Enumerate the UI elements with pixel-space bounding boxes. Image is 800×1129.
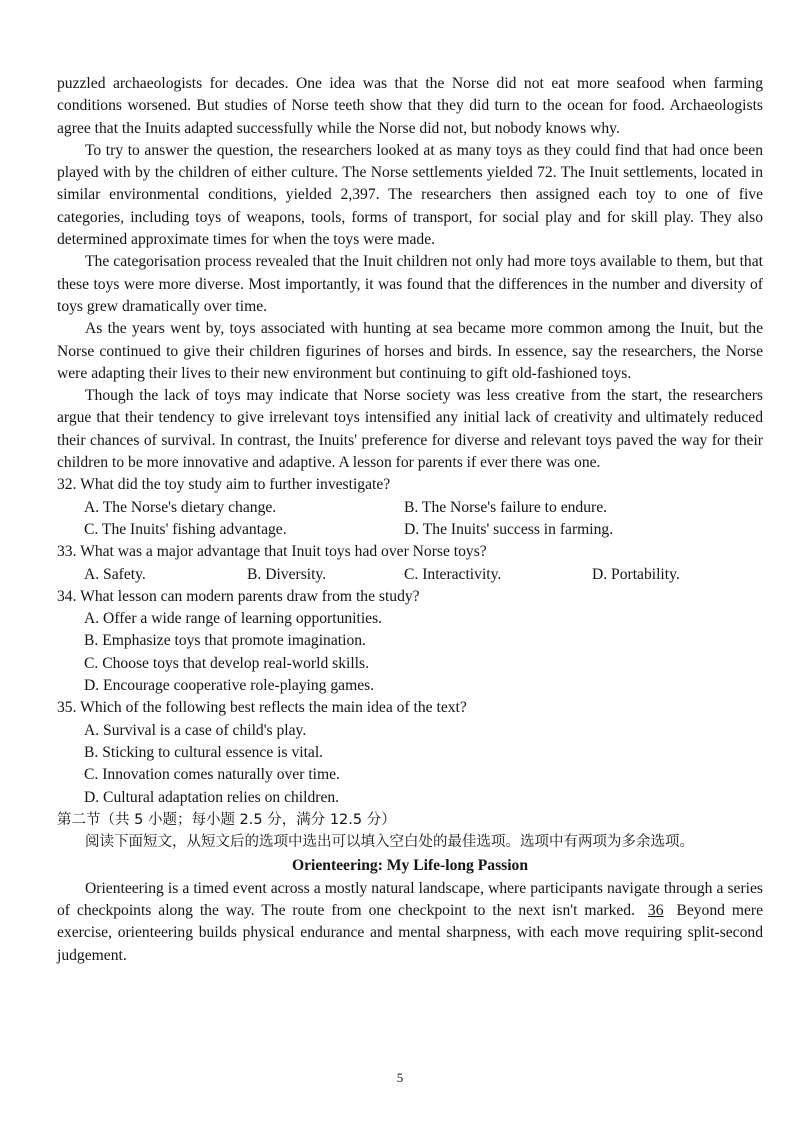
section-header: 第二节（共 5 小题；每小题 2.5 分，满分 12.5 分） <box>57 811 396 828</box>
page-number: 5 <box>396 1070 404 1085</box>
paragraph-text: Beyond mere exercise, orienteering builds physical endurance and mental sharpness, with each move requiring split-second judgement. <box>57 901 764 964</box>
question-34-stem: 34. What lesson can modern parents draw from the study? <box>57 587 420 605</box>
question-33-stem: 33. What was a major advantage that Inuit toys had over Norse toys? <box>57 543 487 561</box>
page-content <box>57 73 763 967</box>
passage-paragraph: Though the lack of toys may indicate that Norse society was less creative from the start, the researchers argue that their tendency to give irrelevant toys intensified any initial lack of creativity and ultimately reduced their chances of survival. In contrast, the Inuits' preference for diverse and relevant toys paved the way for their children to be more innovative and adaptive. A lesson for parents if ever there was one. <box>57 387 763 472</box>
question-32-stem: 32. What did the toy study aim to further investigate? <box>57 476 391 494</box>
blank-36: 36 <box>647 901 664 919</box>
passage-paragraph <box>57 878 763 967</box>
question-32-options-row <box>84 519 763 541</box>
question-33-options-row <box>84 564 763 586</box>
section-instruction: 阅读下面短文，从短文后的选项中选出可以填入空白处的最佳选项。选项中有两项为多余选项。 <box>85 834 694 851</box>
passage-paragraph: The categorisation process revealed that the Inuit children not only had more toys available to them, but that these toys were more diverse. Most importantly, it was found that the differences in the number and diversity of toys grew dramatically over time. <box>57 253 763 315</box>
question-35-option-d: D. Cultural adaptation relies on children. <box>84 788 340 806</box>
question-32-option-c: C. The Inuits' fishing advantage. <box>84 520 287 538</box>
question-33-option-d: D. Portability. <box>592 565 680 583</box>
question-33-option-c: C. Interactivity. <box>404 565 502 583</box>
question-35-option-b: B. Sticking to cultural essence is vital. <box>84 743 324 761</box>
question-34-option-d: D. Encourage cooperative role-playing games. <box>84 677 375 695</box>
question-34-option-b: B. Emphasize toys that promote imagination. <box>84 632 366 650</box>
paragraph-text: Orienteering is a timed event across a mostly natural landscape, where participants navigate through a series of checkpoints along the way. The route from one checkpoint to the next isn't marked. <box>57 879 763 919</box>
question-32-option-d: D. The Inuits' success in farming. <box>404 520 614 538</box>
question-34-option-c: C. Choose toys that develop real-world skills. <box>84 654 369 672</box>
question-32-option-b: B. The Norse's failure to endure. <box>404 498 608 516</box>
question-32-option-a: A. The Norse's dietary change. <box>84 498 277 516</box>
passage-paragraph: As the years went by, toys associated with hunting at sea became more common among the Inuit, but the Norse continued to give their children figurines of horses and birds. In essence, say the researchers, the Norse were adapting their lives to their new environment but continuing to gift old-fashioned toys. <box>57 320 763 382</box>
question-35-option-c: C. Innovation comes naturally over time. <box>84 766 340 784</box>
question-33-option-a: A. Safety. <box>84 565 146 583</box>
passage-paragraph: To try to answer the question, the researchers looked at as many toys as they could find that had once been played with by the children of either culture. The Norse settlements yielded 72. The Inuit settlements, located in similar environmental conditions, yielded 2,397. The researchers then assigned each toy to one of five categories, including toys of weapons, tools, forms of transport, for social play and for skill play. They also determined approximate times for when the toys were made. <box>57 141 763 249</box>
question-33-option-b: B. Diversity. <box>247 565 327 583</box>
passage-paragraph: puzzled archaeologists for decades. One idea was that the Norse did not eat more seafood when farming conditions worsened. But studies of Norse teeth show that they did turn to the ocean for food. Archaeologists agree that the Inuits adapted successfully while the Norse did not, but nobody knows why. <box>57 75 763 137</box>
passage-title: Orienteering: My Life-long Passion <box>291 857 529 875</box>
question-34-option-a: A. Offer a wide range of learning opportunities. <box>84 610 383 628</box>
question-32-options-row <box>84 497 763 519</box>
question-35-option-a: A. Survival is a case of child's play. <box>84 721 307 739</box>
question-35-stem: 35. Which of the following best reflects the main idea of the text? <box>57 699 467 717</box>
